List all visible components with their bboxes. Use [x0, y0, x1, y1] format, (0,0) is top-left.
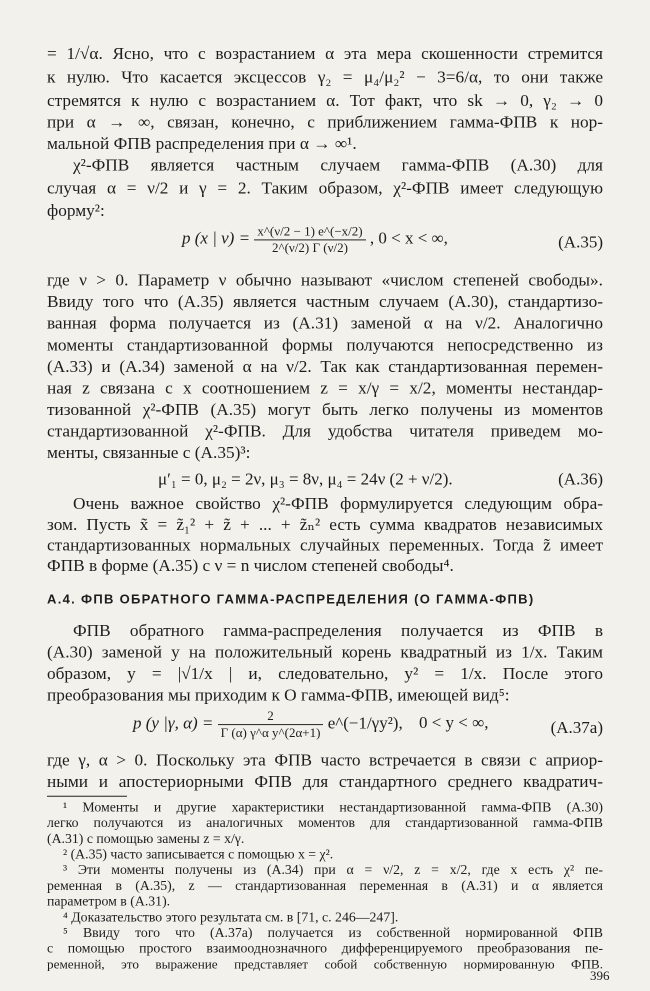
fraction-denominator: 2^(ν/2) Γ (ν/2) — [272, 240, 348, 256]
text-line: зом. Пусть x̃ = z̃₁² + z̃ + ... + z̃ₙ² есть сумма квадратов независимых — [47, 515, 603, 534]
footnote-line: легко получаются из аналогичных моментов для стандартизованной гамма-ФПВ — [47, 815, 603, 831]
fraction-numerator: 2 — [218, 708, 324, 725]
text-line: стандартизованных нормальных случайных переменных. Тогда z̃ имеет — [47, 535, 603, 555]
text-line: стандартизованной χ²-ФПВ. Для удобства читателя приведем мо- — [47, 421, 603, 441]
text-line: Ввиду того что (А.35) является частным случаем (А.30), стандартизо- — [47, 292, 603, 312]
fraction-denominator: Γ (α) γ^α y^(2α+1) — [220, 725, 321, 740]
footnote-line: с помощью простого взаимооднозначного дифференцируемого преобразования пе- — [47, 940, 603, 956]
text-line: χ²-ФПВ является частным случаем гамма-ФПВ (А.30) для — [73, 156, 603, 175]
text-line: где γ, α > 0. Поскольку эта ФПВ часто встречается в связи с априор- — [47, 750, 603, 770]
text-line: Очень важное свойство χ²-ФПВ формулируется следующим обра- — [73, 494, 603, 514]
equation-fraction — [254, 224, 365, 256]
footnote-line: ременная в (А.35), z — стандартизованная переменная в (А.31) и α является — [47, 878, 603, 893]
footnote-line: ¹ Моменты и другие характеристики нестандартизованной гамма-ФПВ (А.30) — [63, 799, 603, 815]
equation-condition: 0 < y < ∞, — [418, 713, 489, 733]
section-heading: А.4. ФПВ ОБРАТНОГО ГАММА-РАСПРЕДЕЛЕНИЯ (О ГАММА-ФПВ) — [47, 591, 535, 607]
equation-lhs: p (y |γ, α) = — [133, 713, 214, 733]
text-line: (А.30) заменой y на положительный корень квадратный из 1/x. Таким — [47, 642, 603, 662]
equation-label: (А.37а) — [550, 718, 603, 737]
equation-label: (А.36) — [558, 469, 603, 489]
text-line: стремятся к нулю с возрастанием α. Тот факт, что sk → 0, γ₂ → 0 — [47, 91, 603, 110]
text-line: случая α = ν/2 и γ = 2. Таким образом, χ²-ФПВ имеет следующую — [47, 178, 603, 198]
footnote-line: ⁵ Ввиду того что (А.37а) получается из собственной нормированной ФПВ — [63, 925, 603, 940]
text-line: ФПВ в форме (А.35) с ν = n числом степеней свободы⁴. — [47, 556, 454, 575]
text-line: ванная форма получается из (А.31) заменой α на ν/2. Аналогично — [47, 313, 603, 333]
equation-label: (А.35) — [558, 232, 603, 252]
text-line: ными и апостериорными ФПВ для стандартного среднего квадратич- — [47, 772, 603, 791]
text-line: (А.33) и (А.34) заменой α на ν/2. Так как стандартизованная перемен- — [47, 357, 603, 376]
text-line: к нулю. Что касается эксцессов γ₂ = μ₄/μ₂² − 3=6/α, то они также — [47, 67, 603, 87]
fraction-numerator: x^(ν/2 − 1) e^(−x/2) — [254, 224, 365, 241]
equation-lhs: p (x | ν) = — [182, 229, 251, 248]
equation-fraction — [218, 708, 324, 740]
text-line: ФПВ обратного гамма-распределения получается из ФПВ в — [73, 621, 603, 640]
text-line: мальной ФПВ распределения при α → ∞¹. — [47, 134, 357, 154]
footnote-line: ² (А.35) часто записывается с помощью x = χ². — [63, 846, 334, 862]
footnote-line: ременной, это выражение представляет собой собственную нормированную ФПВ. — [47, 956, 603, 972]
equation-a35 — [182, 224, 448, 256]
footnote-divider — [47, 796, 127, 797]
text-line: моменты стандартизованной формы получаются непосредственно из — [47, 335, 603, 355]
equation-a37a — [133, 708, 489, 740]
text-line: тизованной χ²-ФПВ (А.35) могут быть легко получены из моментов — [47, 400, 603, 419]
text-line: ная z связана с x соотношением z = x/γ = x/2, моменты нестандар- — [47, 378, 603, 398]
footnote-line: (А.31) с помощью замены z = x/γ. — [47, 831, 245, 846]
text-line: менты, связанные с (А.35)³: — [47, 443, 251, 463]
footnote-line: ³ Эти моменты получены из (А.34) при α = ν/2, z = x/2, где x есть χ² пе- — [63, 862, 603, 878]
text-line: при α → ∞, связан, конечно, с приближением гамма-ФПВ к нор- — [47, 112, 603, 132]
text-line: образом, y = |√1/x | и, следовательно, y² = 1/x. После этого — [47, 664, 603, 683]
footnote-line: параметром в (А.31). — [47, 893, 171, 909]
footnote-line: ⁴ Доказательство этого результата см. в [71, с. 246—247]. — [63, 909, 399, 925]
page-number: 396 — [590, 968, 610, 983]
text-line: где ν > 0. Параметр ν обычно называют «числом степеней свободы». — [47, 270, 603, 290]
text-line: форму²: — [47, 201, 105, 220]
equation-a36: μ′₁ = 0, μ₂ = 2ν, μ₃ = 8ν, μ₄ = 24ν (2 + ν/2). — [158, 469, 453, 489]
text-line: преобразования мы приходим к О гамма-ФПВ, имеющей вид⁵: — [47, 685, 510, 705]
equation-condition: , 0 < x < ∞, — [369, 229, 448, 248]
equation-exponential: e^(−1/γy²), — [327, 713, 403, 733]
text-line: = 1/√α. Ясно, что с возрастанием α эта мера скошенности стремится — [47, 44, 603, 63]
